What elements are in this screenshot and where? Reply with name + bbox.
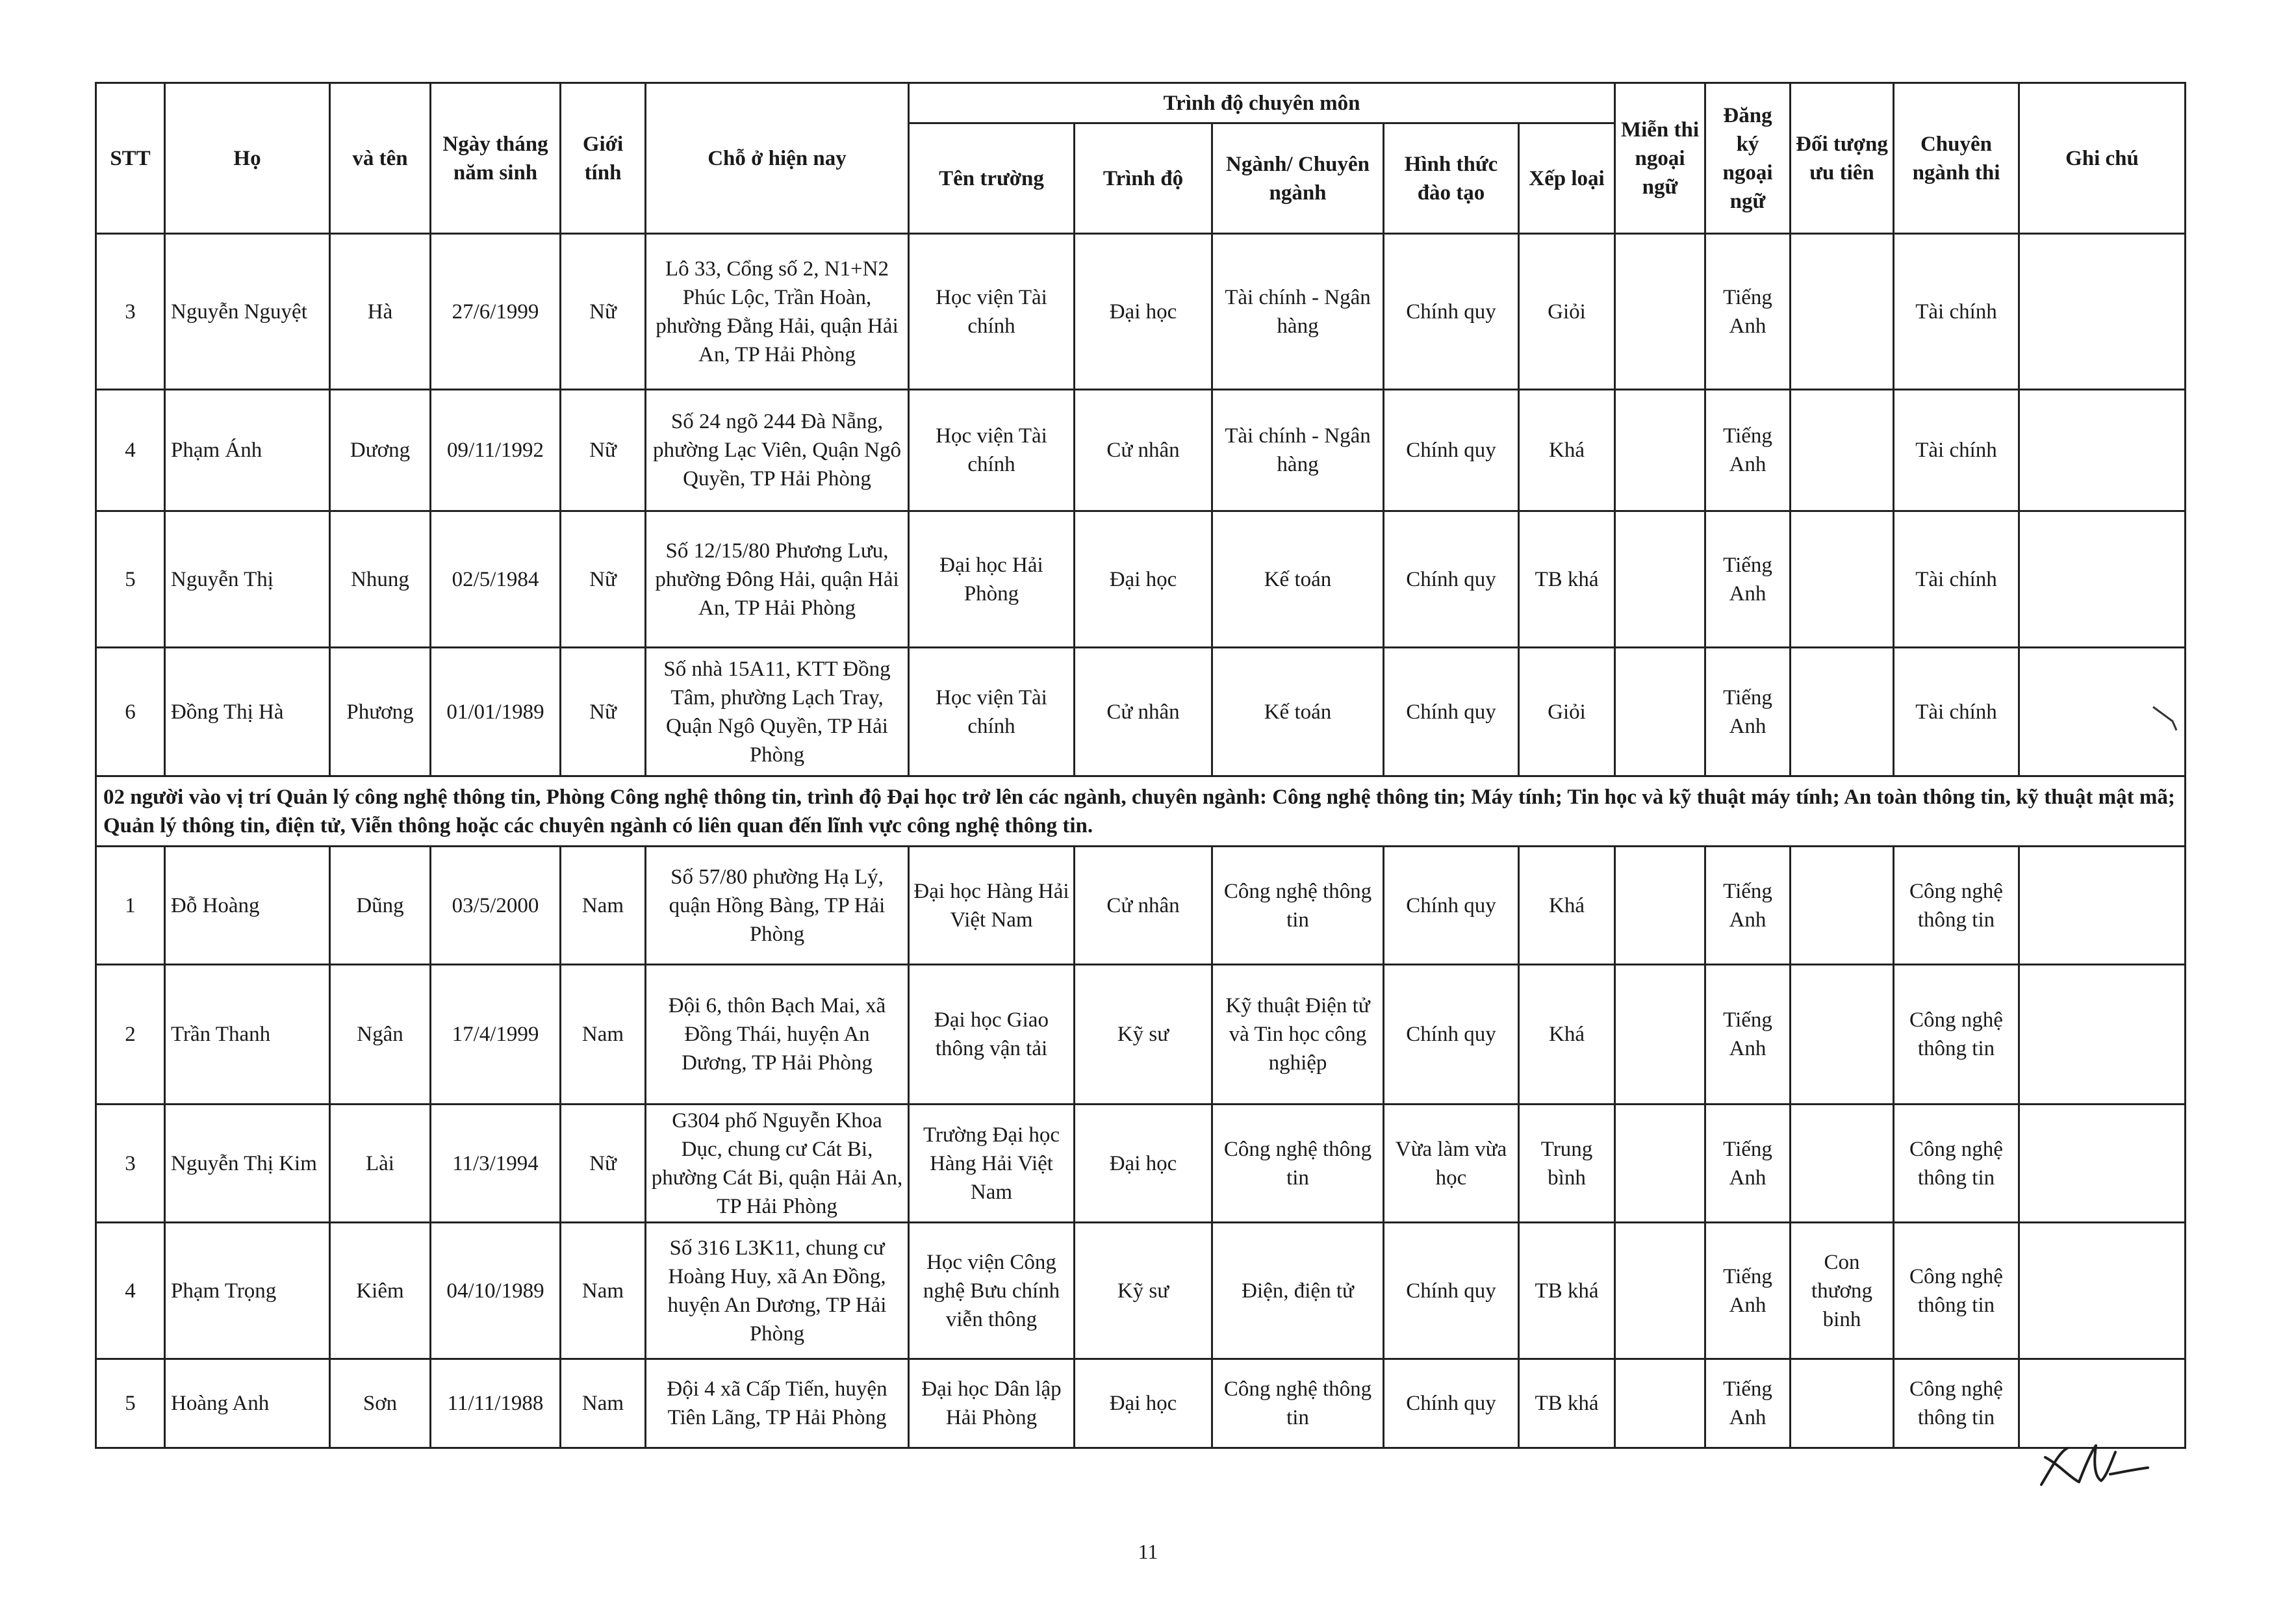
cell-trinh-do: Kỹ sư bbox=[1075, 1223, 1212, 1359]
cell-doi-tuong bbox=[1791, 511, 1894, 648]
cell-truong: Đại học Hàng Hải Việt Nam bbox=[909, 847, 1075, 965]
cell-hinh-thuc: Chính quy bbox=[1384, 648, 1519, 776]
cell-ngay-sinh: 17/4/1999 bbox=[431, 965, 561, 1105]
cell-stt: 3 bbox=[96, 234, 165, 390]
cell-chuyen-nganh-thi: Tài chính bbox=[1894, 648, 2019, 776]
cell-ngay-sinh: 27/6/1999 bbox=[431, 234, 561, 390]
cell-gioi-tinh: Nam bbox=[561, 965, 646, 1105]
cell-stt: 5 bbox=[96, 511, 165, 648]
cell-truong: Trường Đại học Hàng Hải Việt Nam bbox=[909, 1105, 1075, 1223]
cell-chuyen-nganh-thi: Tài chính bbox=[1894, 234, 2019, 390]
cell-ho: Đồng Thị Hà bbox=[165, 648, 330, 776]
cell-trinh-do: Cử nhân bbox=[1075, 847, 1212, 965]
cell-ho: Trần Thanh bbox=[165, 965, 330, 1105]
cell-stt: 4 bbox=[96, 1223, 165, 1359]
cell-mien-thi bbox=[1615, 1359, 1705, 1448]
pen-stroke-mark bbox=[2150, 702, 2189, 741]
signature-icon bbox=[2034, 1439, 2150, 1491]
cell-stt: 6 bbox=[96, 648, 165, 776]
cell-nganh: Công nghệ thông tin bbox=[1212, 1105, 1384, 1223]
table-row bbox=[96, 1359, 2186, 1448]
header-va-ten: và tên bbox=[330, 83, 431, 234]
cell-nganh: Kế toán bbox=[1212, 648, 1384, 776]
cell-ho: Đỗ Hoàng bbox=[165, 847, 330, 965]
cell-cho-o: Đội 4 xã Cấp Tiến, huyện Tiên Lãng, TP Hải Phòng bbox=[646, 1359, 909, 1448]
cell-ghi-chu bbox=[2019, 234, 2186, 390]
cell-dang-ky: Tiếng Anh bbox=[1705, 511, 1791, 648]
cell-ngay-sinh: 09/11/1992 bbox=[431, 390, 561, 511]
cell-mien-thi bbox=[1615, 965, 1705, 1105]
cell-gioi-tinh: Nữ bbox=[561, 1105, 646, 1223]
cell-truong: Học viện Tài chính bbox=[909, 234, 1075, 390]
cell-trinh-do: Đại học bbox=[1075, 234, 1212, 390]
cell-nganh: Điện, điện tử bbox=[1212, 1223, 1384, 1359]
table-row bbox=[96, 847, 2186, 965]
cell-chuyen-nganh-thi: Tài chính bbox=[1894, 390, 2019, 511]
table-row bbox=[96, 1105, 2186, 1223]
cell-trinh-do: Cử nhân bbox=[1075, 648, 1212, 776]
cell-mien-thi bbox=[1615, 511, 1705, 648]
cell-hinh-thuc: Chính quy bbox=[1384, 1359, 1519, 1448]
cell-chuyen-nganh-thi: Công nghệ thông tin bbox=[1894, 1105, 2019, 1223]
table-row bbox=[96, 511, 2186, 648]
cell-truong: Đại học Dân lập Hải Phòng bbox=[909, 1359, 1075, 1448]
cell-trinh-do: Cử nhân bbox=[1075, 390, 1212, 511]
cell-doi-tuong bbox=[1791, 648, 1894, 776]
cell-chuyen-nganh-thi: Công nghệ thông tin bbox=[1894, 847, 2019, 965]
header-gioi-tinh: Giới tính bbox=[561, 83, 646, 234]
cell-stt: 3 bbox=[96, 1105, 165, 1223]
cell-cho-o: Lô 33, Cổng số 2, N1+N2 Phúc Lộc, Trần Hoàn, phường Đằng Hải, quận Hải An, TP Hải Phòng bbox=[646, 234, 909, 390]
table-row bbox=[96, 390, 2186, 511]
table-header bbox=[96, 83, 2186, 234]
cell-ho: Phạm Ánh bbox=[165, 390, 330, 511]
cell-stt: 2 bbox=[96, 965, 165, 1105]
cell-truong: Đại học Giao thông vận tải bbox=[909, 965, 1075, 1105]
cell-hinh-thuc: Chính quy bbox=[1384, 847, 1519, 965]
cell-doi-tuong bbox=[1791, 390, 1894, 511]
cell-ten: Dương bbox=[330, 390, 431, 511]
cell-doi-tuong bbox=[1791, 1105, 1894, 1223]
cell-gioi-tinh: Nữ bbox=[561, 648, 646, 776]
cell-xep-loai: TB khá bbox=[1519, 1223, 1615, 1359]
cell-ten: Nhung bbox=[330, 511, 431, 648]
cell-ghi-chu bbox=[2019, 847, 2186, 965]
cell-truong: Học viện Công nghệ Bưu chính viễn thông bbox=[909, 1223, 1075, 1359]
cell-ho: Nguyễn Nguyệt bbox=[165, 234, 330, 390]
cell-cho-o: Số 12/15/80 Phương Lưu, phường Đông Hải, quận Hải An, TP Hải Phòng bbox=[646, 511, 909, 648]
header-hinh-thuc: Hình thức đào tạo bbox=[1384, 123, 1519, 234]
cell-nganh: Kế toán bbox=[1212, 511, 1384, 648]
cell-chuyen-nganh-thi: Tài chính bbox=[1894, 511, 2019, 648]
cell-cho-o: G304 phố Nguyễn Khoa Dục, chung cư Cát Bi, phường Cát Bi, quận Hải An, TP Hải Phòng bbox=[646, 1105, 909, 1223]
page-number: 11 bbox=[1138, 1540, 1158, 1563]
cell-xep-loai: Khá bbox=[1519, 390, 1615, 511]
cell-stt: 4 bbox=[96, 390, 165, 511]
cell-doi-tuong: Con thương binh bbox=[1791, 1223, 1894, 1359]
cell-mien-thi bbox=[1615, 1105, 1705, 1223]
cell-chuyen-nganh-thi: Công nghệ thông tin bbox=[1894, 965, 2019, 1105]
table-row bbox=[96, 234, 2186, 390]
cell-mien-thi bbox=[1615, 390, 1705, 511]
cell-ten: Ngân bbox=[330, 965, 431, 1105]
header-dang-ky: Đăng ký ngoại ngữ bbox=[1705, 83, 1791, 234]
cell-ghi-chu bbox=[2019, 511, 2186, 648]
cell-trinh-do: Đại học bbox=[1075, 1359, 1212, 1448]
header-ghi-chu: Ghi chú bbox=[2019, 83, 2186, 234]
header-ten-truong: Tên trường bbox=[909, 123, 1075, 234]
cell-hinh-thuc: Chính quy bbox=[1384, 965, 1519, 1105]
cell-hinh-thuc: Chính quy bbox=[1384, 1223, 1519, 1359]
cell-trinh-do: Đại học bbox=[1075, 1105, 1212, 1223]
cell-xep-loai: Giỏi bbox=[1519, 648, 1615, 776]
cell-xep-loai: Trung bình bbox=[1519, 1105, 1615, 1223]
header-trinh-do: Trình độ bbox=[1075, 123, 1212, 234]
header-chuyen-nganh-thi: Chuyên ngành thi bbox=[1894, 83, 2019, 234]
section-row bbox=[96, 776, 2186, 847]
table-row bbox=[96, 648, 2186, 776]
cell-gioi-tinh: Nam bbox=[561, 847, 646, 965]
header-stt: STT bbox=[96, 83, 165, 234]
cell-ghi-chu bbox=[2019, 965, 2186, 1105]
cell-ho: Phạm Trọng bbox=[165, 1223, 330, 1359]
cell-xep-loai: TB khá bbox=[1519, 511, 1615, 648]
cell-dang-ky: Tiếng Anh bbox=[1705, 1223, 1791, 1359]
header-ngay-sinh: Ngày tháng năm sinh bbox=[431, 83, 561, 234]
cell-stt: 1 bbox=[96, 847, 165, 965]
cell-ngay-sinh: 01/01/1989 bbox=[431, 648, 561, 776]
cell-ngay-sinh: 04/10/1989 bbox=[431, 1223, 561, 1359]
cell-ngay-sinh: 11/3/1994 bbox=[431, 1105, 561, 1223]
header-cho-o: Chỗ ở hiện nay bbox=[646, 83, 909, 234]
cell-truong: Học viện Tài chính bbox=[909, 390, 1075, 511]
cell-trinh-do: Kỹ sư bbox=[1075, 965, 1212, 1105]
header-xep-loai: Xếp loại bbox=[1519, 123, 1615, 234]
cell-xep-loai: Khá bbox=[1519, 847, 1615, 965]
cell-xep-loai: TB khá bbox=[1519, 1359, 1615, 1448]
cell-mien-thi bbox=[1615, 1223, 1705, 1359]
cell-gioi-tinh: Nam bbox=[561, 1359, 646, 1448]
cell-gioi-tinh: Nam bbox=[561, 1223, 646, 1359]
header-nganh: Ngành/ Chuyên ngành bbox=[1212, 123, 1384, 234]
cell-stt: 5 bbox=[96, 1359, 165, 1448]
cell-ten: Phương bbox=[330, 648, 431, 776]
cell-doi-tuong bbox=[1791, 1359, 1894, 1448]
cell-dang-ky: Tiếng Anh bbox=[1705, 965, 1791, 1105]
cell-nganh: Tài chính - Ngân hàng bbox=[1212, 234, 1384, 390]
cell-ghi-chu bbox=[2019, 390, 2186, 511]
cell-gioi-tinh: Nữ bbox=[561, 511, 646, 648]
cell-nganh: Công nghệ thông tin bbox=[1212, 847, 1384, 965]
table-body bbox=[96, 234, 2186, 1448]
cell-chuyen-nganh-thi: Công nghệ thông tin bbox=[1894, 1359, 2019, 1448]
cell-ngay-sinh: 11/11/1988 bbox=[431, 1359, 561, 1448]
cell-doi-tuong bbox=[1791, 965, 1894, 1105]
cell-ten: Sơn bbox=[330, 1359, 431, 1448]
cell-cho-o: Đội 6, thôn Bạch Mai, xã Đồng Thái, huyện An Dương, TP Hải Phòng bbox=[646, 965, 909, 1105]
cell-truong: Đại học Hải Phòng bbox=[909, 511, 1075, 648]
cell-ten: Kiêm bbox=[330, 1223, 431, 1359]
cell-xep-loai: Khá bbox=[1519, 965, 1615, 1105]
cell-hinh-thuc: Chính quy bbox=[1384, 511, 1519, 648]
cell-trinh-do: Đại học bbox=[1075, 511, 1212, 648]
cell-dang-ky: Tiếng Anh bbox=[1705, 1105, 1791, 1223]
cell-nganh: Kỹ thuật Điện tử và Tin học công nghiệp bbox=[1212, 965, 1384, 1105]
cell-nganh: Công nghệ thông tin bbox=[1212, 1359, 1384, 1448]
cell-nganh: Tài chính - Ngân hàng bbox=[1212, 390, 1384, 511]
cell-mien-thi bbox=[1615, 847, 1705, 965]
cell-gioi-tinh: Nữ bbox=[561, 234, 646, 390]
cell-cho-o: Số 24 ngõ 244 Đà Nẵng, phường Lạc Viên, Quận Ngô Quyền, TP Hải Phòng bbox=[646, 390, 909, 511]
cell-ho: Nguyễn Thị bbox=[165, 511, 330, 648]
cell-chuyen-nganh-thi: Công nghệ thông tin bbox=[1894, 1223, 2019, 1359]
candidate-table-sheet bbox=[95, 82, 2184, 1449]
table-row bbox=[96, 965, 2186, 1105]
cell-mien-thi bbox=[1615, 234, 1705, 390]
cell-ho: Hoàng Anh bbox=[165, 1359, 330, 1448]
cell-doi-tuong bbox=[1791, 234, 1894, 390]
section-title: 02 người vào vị trí Quản lý công nghệ thông tin, Phòng Công nghệ thông tin, trình độ Đại học trở lên các ngành, chuyên ngành: Công nghệ thông tin; Máy tính; Tin học và kỹ thuật máy tính; An toàn thông tin, kỹ thuật mật mã; Quản lý thông tin, điện tử, Viễn thông hoặc các chuyên ngành có liên quan đến lĩnh vực công nghệ thông tin. bbox=[96, 776, 2186, 847]
cell-doi-tuong bbox=[1791, 847, 1894, 965]
cell-ten: Hà bbox=[330, 234, 431, 390]
cell-mien-thi bbox=[1615, 648, 1705, 776]
cell-dang-ky: Tiếng Anh bbox=[1705, 847, 1791, 965]
table-row bbox=[96, 1223, 2186, 1359]
header-mien-thi: Miễn thi ngoại ngữ bbox=[1615, 83, 1705, 234]
header-ho: Họ bbox=[165, 83, 330, 234]
cell-dang-ky: Tiếng Anh bbox=[1705, 648, 1791, 776]
cell-ngay-sinh: 02/5/1984 bbox=[431, 511, 561, 648]
cell-ghi-chu bbox=[2019, 1105, 2186, 1223]
cell-ho: Nguyễn Thị Kim bbox=[165, 1105, 330, 1223]
cell-hinh-thuc: Chính quy bbox=[1384, 234, 1519, 390]
cell-dang-ky: Tiếng Anh bbox=[1705, 234, 1791, 390]
cell-dang-ky: Tiếng Anh bbox=[1705, 1359, 1791, 1448]
cell-dang-ky: Tiếng Anh bbox=[1705, 390, 1791, 511]
header-trinh-do-group: Trình độ chuyên môn bbox=[909, 83, 1615, 123]
cell-ghi-chu bbox=[2019, 1359, 2186, 1448]
cell-ten: Dũng bbox=[330, 847, 431, 965]
cell-truong: Học viện Tài chính bbox=[909, 648, 1075, 776]
cell-ghi-chu bbox=[2019, 1223, 2186, 1359]
header-doi-tuong: Đối tượng ưu tiên bbox=[1791, 83, 1894, 234]
cell-cho-o: Số nhà 15A11, KTT Đồng Tâm, phường Lạch Tray, Quận Ngô Quyền, TP Hải Phòng bbox=[646, 648, 909, 776]
candidate-table bbox=[95, 82, 2186, 1449]
cell-cho-o: Số 316 L3K11, chung cư Hoàng Huy, xã An Đồng, huyện An Dương, TP Hải Phòng bbox=[646, 1223, 909, 1359]
cell-gioi-tinh: Nữ bbox=[561, 390, 646, 511]
cell-hinh-thuc: Vừa làm vừa học bbox=[1384, 1105, 1519, 1223]
cell-xep-loai: Giỏi bbox=[1519, 234, 1615, 390]
cell-ten: Lài bbox=[330, 1105, 431, 1223]
cell-cho-o: Số 57/80 phường Hạ Lý, quận Hồng Bàng, TP Hải Phòng bbox=[646, 847, 909, 965]
cell-ngay-sinh: 03/5/2000 bbox=[431, 847, 561, 965]
cell-hinh-thuc: Chính quy bbox=[1384, 390, 1519, 511]
